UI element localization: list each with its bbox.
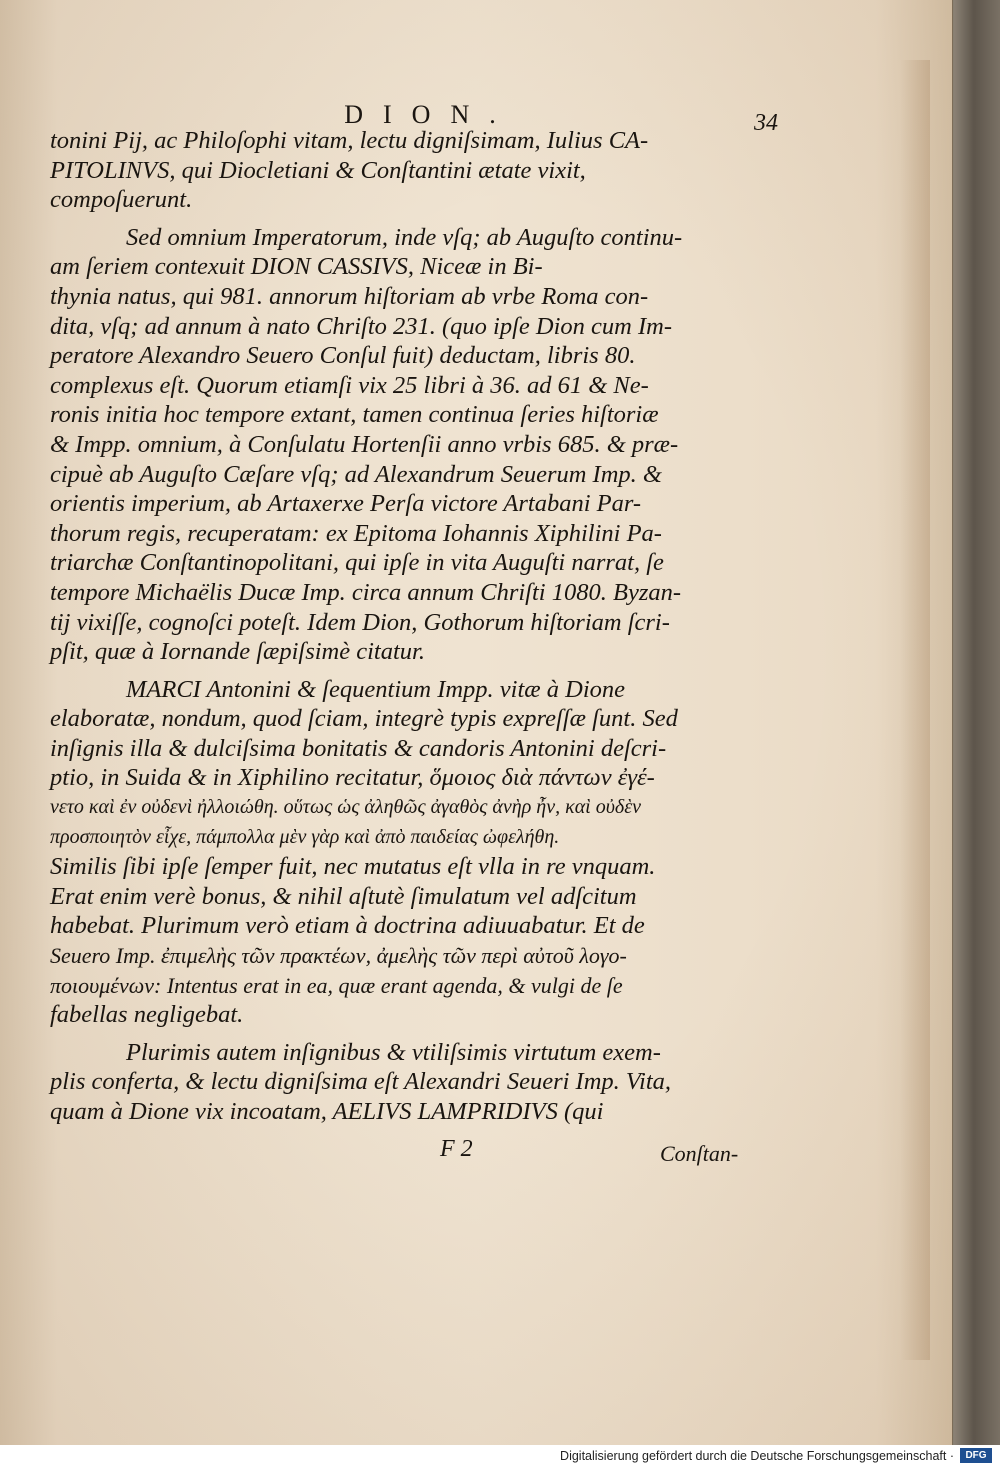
text-line: ptio, in Suida & in Xiphilino recitatur, ὅμοιος διὰ πάντων ἐγέ- <box>50 764 655 792</box>
text-line: quam à Dione vix incoatam, AELIVS LAMPRIDIVS (qui <box>50 1098 604 1125</box>
text-line: Plurimis autem inſignibus & vtiliſsimis virtutum exem- <box>126 1038 661 1066</box>
text-line: Sed omnium Imperatorum, inde vſq; ab Auguſto continu- <box>126 223 683 251</box>
text-line: Erat enim verè bonus, & nihil aſtutè ſimulatum vel adſcitum <box>50 882 637 910</box>
text-line: orientis imperium, ab Artaxerxe Perſa victore Artabani Par- <box>50 490 642 518</box>
text-line: tonini Pij, ac Philoſophi vitam, lectu digniſsimam, Iulius CA- <box>50 127 649 154</box>
text-line: tij vixiſſe, cognoſci poteſt. Idem Dion, Gothorum hiſtoriam ſcri- <box>50 608 670 636</box>
text-line: Similis ſibi ipſe ſemper fuit, nec mutatus eſt vlla in re vnquam. <box>50 853 656 881</box>
text-line: inſignis illa & dulciſsima bonitatis & candoris Antonini deſcri- <box>50 734 667 762</box>
text-line: plis conferta, & lectu digniſsima eſt Alexandri Seueri Imp. Vita, <box>50 1068 672 1096</box>
text-line: thynia natus, qui 981. annorum hiſtoriam ab vrbe Roma con- <box>50 282 649 310</box>
text-line: cipuè ab Auguſto Cæſare vſq; ad Alexandrum Seuerum Imp. & <box>50 460 662 488</box>
page-shadow <box>900 60 930 1360</box>
greek-text-line: νετο καὶ ἐν οὐδενὶ ἠλλοιώθη. οὕτως ὡς ἀληθῶς ἀγαθὸς ἀνὴρ ἦν, καὶ οὐδὲν <box>50 796 641 819</box>
text-line: & Impp. omnium, à Conſulatu Hortenſii anno vrbis 685. & præ- <box>50 430 679 458</box>
dfg-logo-icon: DFG <box>960 1448 992 1463</box>
text-line: dita, vſq; ad annum à nato Chriſto 231. (quo ipſe Dion cum Im- <box>50 312 672 340</box>
text-line: Seuero Imp. ἐπιμελὴς τῶν πρακτέων, ἀμελὴς τῶν περὶ αὐτοῦ λογο- <box>50 943 627 969</box>
page-foot <box>50 1135 770 1165</box>
signature-mark: F 2 <box>440 1135 473 1162</box>
text-line: PITOLINVS, qui Diocletiani & Conſtantini ætate vixit, <box>50 156 586 184</box>
text-line: habebat. Plurimum verò etiam à doctrina adiuuabatur. Et de <box>50 912 645 940</box>
page-number: 34 <box>754 110 778 136</box>
text-line: elaboratæ, nondum, quod ſciam, integrè typis expreſſæ ſunt. Sed <box>50 705 678 733</box>
greek-text-line: προσποιητὸν εἶχε, πάμπολλα μὲν γὰρ καὶ ἀπὸ παιδείας ὠφελήθη. <box>50 825 560 848</box>
catchword: Conſtan- <box>660 1140 739 1166</box>
text-line: complexus eſt. Quorum etiamſi vix 25 libri à 36. ad 61 & Ne- <box>50 371 649 399</box>
footer-credit: Digitalisierung gefördert durch die Deutsche Forschungsgemeinschaft · <box>560 1449 954 1463</box>
text-line: triarchæ Conſtantinopolitani, qui ipſe in vita Auguſti narrat, ſe <box>50 549 664 577</box>
text-line: ποιουμένων: Intentus erat in ea, quæ erant agenda, & vulgi de ſe <box>50 972 623 998</box>
text-line: MARCI Antonini & ſequentium Impp. vitæ à Dione <box>126 675 626 703</box>
footer-bar <box>0 1445 1000 1467</box>
text-line: compoſuerunt. <box>50 186 193 214</box>
text-line: am ſeriem contexuit DION CASSIVS, Niceæ in Bi- <box>50 253 543 281</box>
text-line: tempore Michaëlis Ducæ Imp. circa annum Chriſti 1080. Byzan- <box>50 578 682 606</box>
text-line: fabellas negligebat. <box>50 1001 244 1029</box>
text-line: ronis initia hoc tempore extant, tamen continua ſeries hiſtoriæ <box>50 401 659 429</box>
running-head: DION. <box>344 100 516 129</box>
text-line: peratore Alexandro Seuero Conſul fuit) deductam, libris 80. <box>50 342 636 370</box>
text-line: thorum regis, recuperatam: ex Epitoma Iohannis Xiphilini Pa- <box>50 519 662 547</box>
text-line: pſit, quæ à Iornande ſæpiſsimè citatur. <box>50 638 425 666</box>
body-text <box>50 126 770 1165</box>
